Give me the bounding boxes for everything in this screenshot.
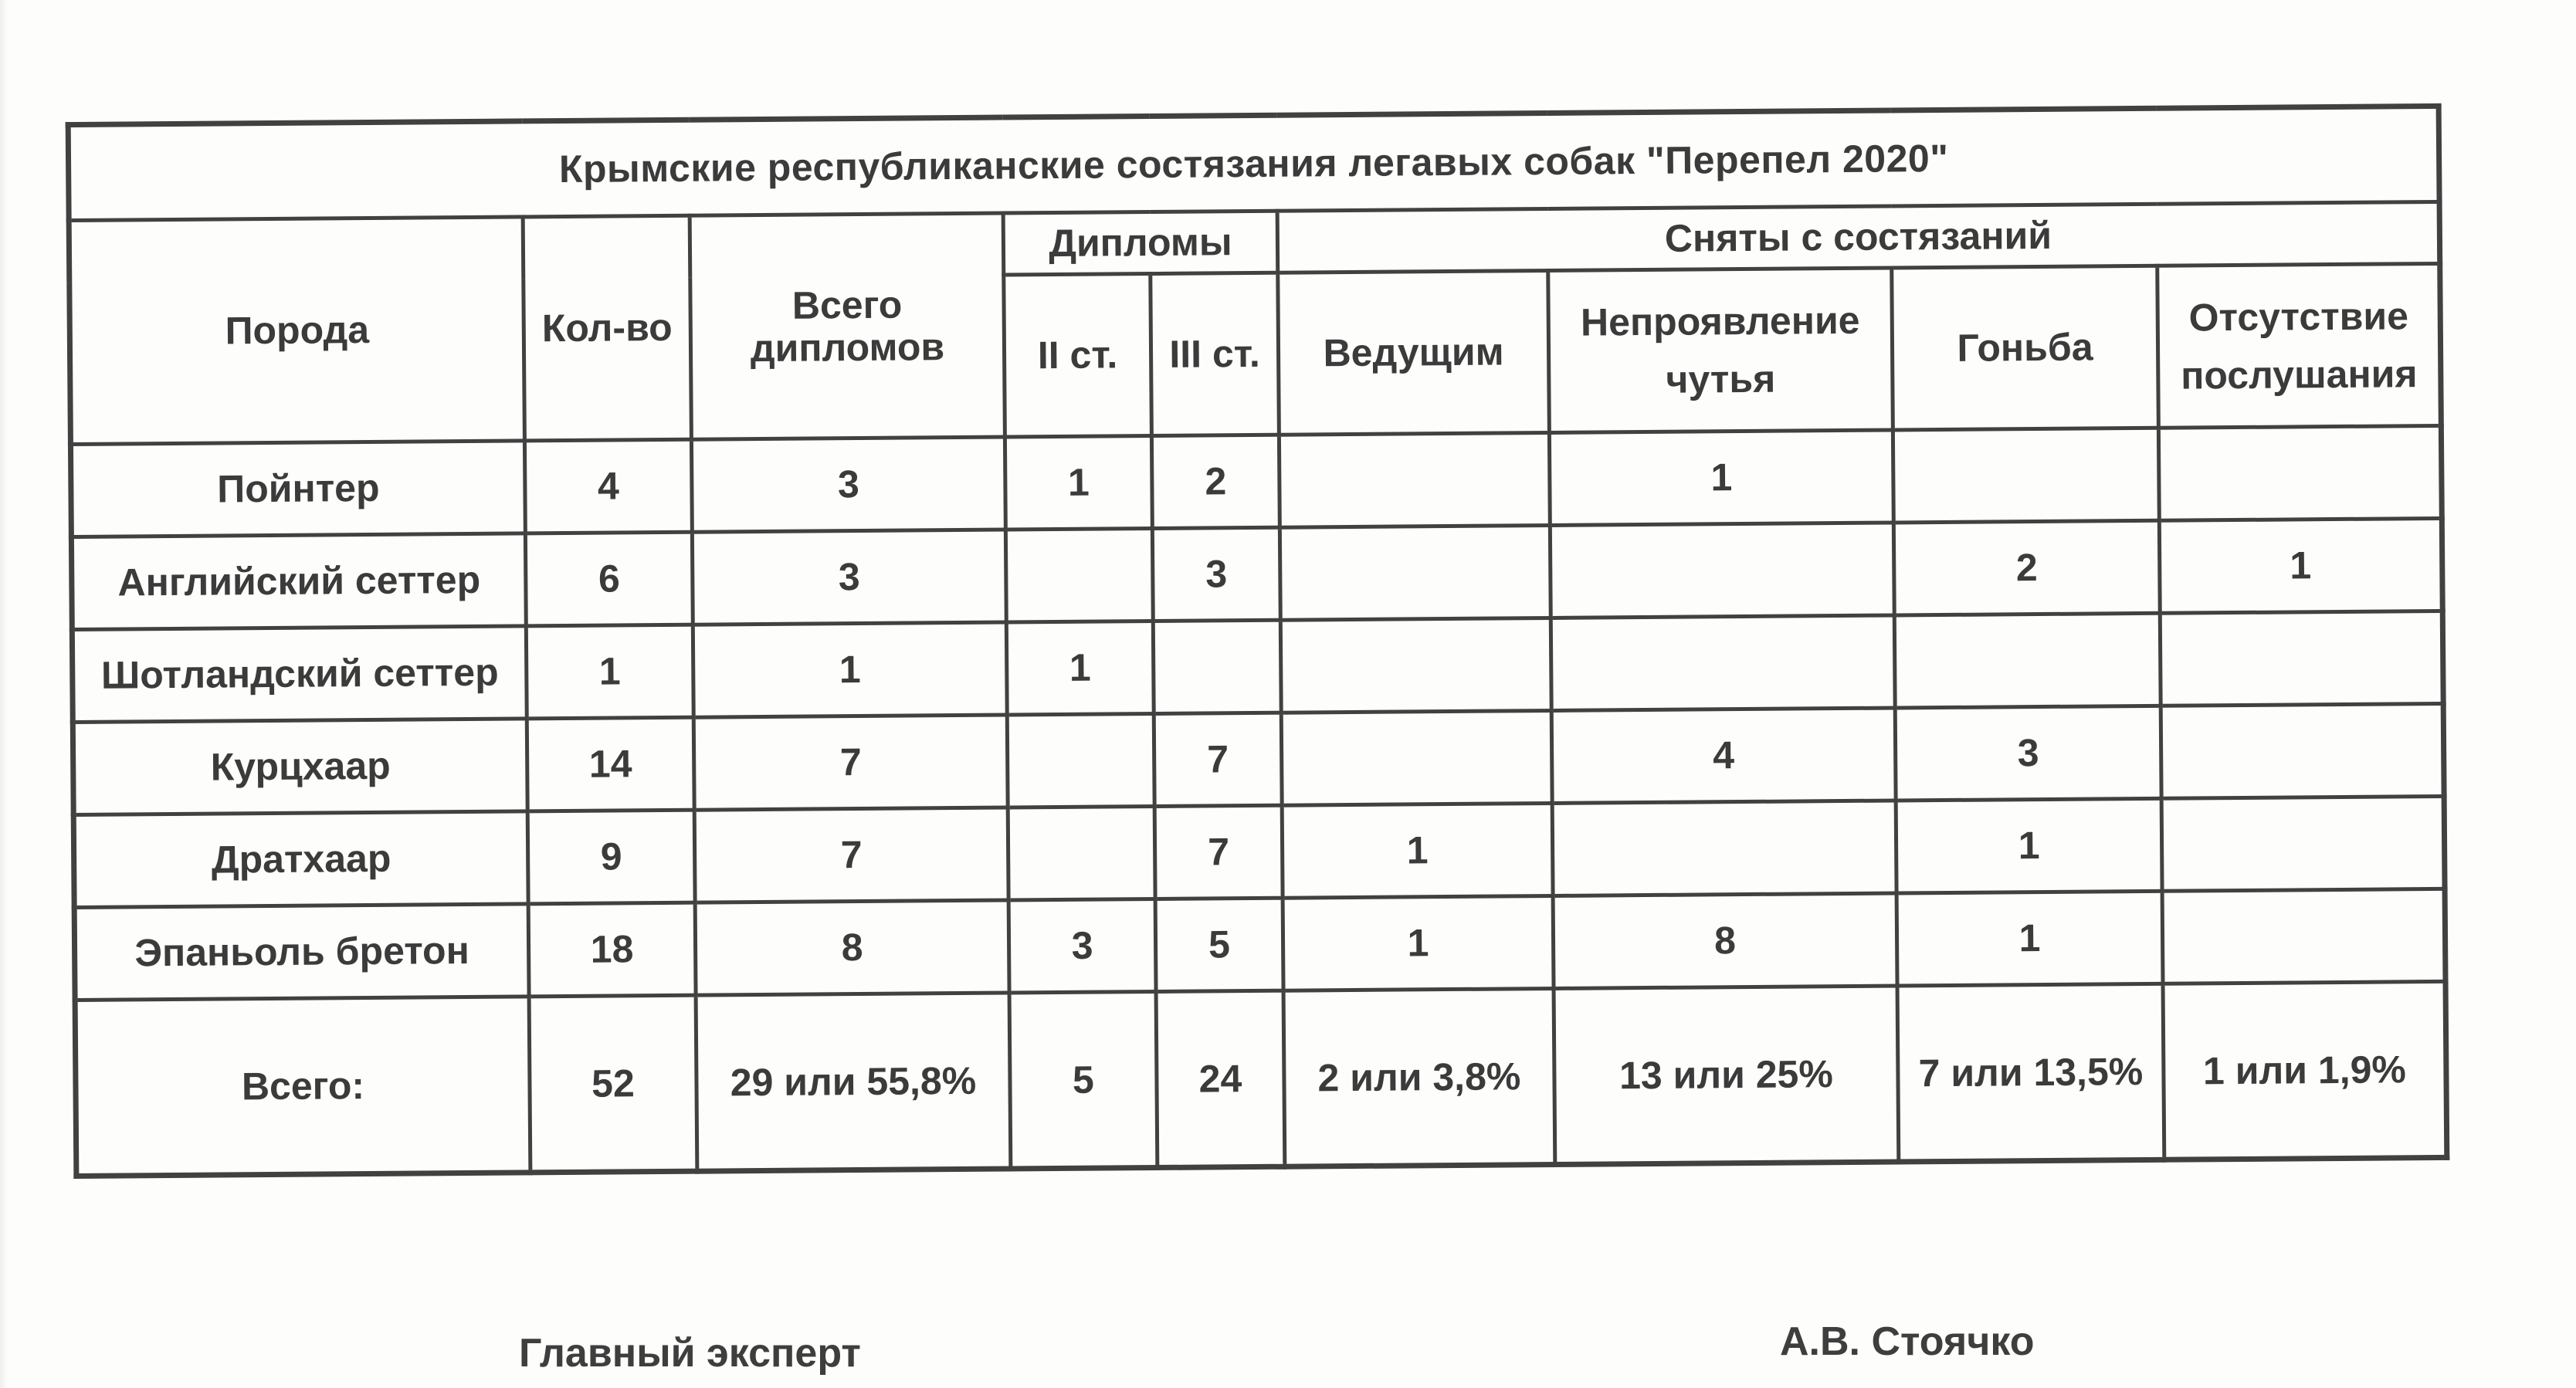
header-removed-no-scent: Непроявление чутья	[1548, 268, 1893, 432]
table-cell: 3	[1152, 527, 1280, 621]
table-cell: 3	[1008, 899, 1156, 993]
table-row	[73, 703, 2444, 814]
header-removed-by-handler: Ведущим	[1278, 271, 1550, 435]
breed-cell: Дратхаар	[73, 811, 528, 908]
total-cell: 29 или 55,8%	[696, 993, 1011, 1171]
table-cell: 6	[525, 532, 693, 626]
table-cell: 8	[1553, 893, 1897, 988]
total-cell: 2 или 3,8%	[1283, 988, 1555, 1166]
total-cell: 5	[1009, 992, 1158, 1169]
table-row	[71, 518, 2442, 629]
table-cell	[1893, 428, 2159, 523]
table-cell	[1552, 801, 1896, 895]
table-cell	[1279, 432, 1550, 527]
table-cell	[1153, 620, 1281, 713]
table-cell	[1280, 618, 1551, 713]
table-cell: 9	[527, 810, 695, 904]
table-cell	[1550, 523, 1894, 618]
table-cell: 1	[1283, 895, 1554, 990]
results-table-wrap	[66, 103, 2445, 1179]
breed-cell: Шотландский сеттер	[72, 626, 527, 723]
table-cell: 4	[1551, 708, 1896, 803]
header-removed-group: Сняты с состязаний	[1277, 201, 2440, 273]
header-breed: Порода	[69, 217, 524, 445]
table-cell: 1	[1006, 621, 1154, 715]
table-title: Крымские республиканские состязания легавых собак "Перепел 2020"	[68, 106, 2439, 220]
table-cell: 1	[1549, 430, 1893, 525]
table-cell	[2161, 703, 2444, 798]
table-cell: 3	[691, 437, 1005, 532]
total-cell: 24	[1156, 990, 1285, 1167]
table-row	[74, 889, 2446, 1000]
total-cell: 52	[529, 995, 697, 1173]
total-cell: 7 или 13,5%	[1897, 983, 2164, 1162]
results-table	[66, 103, 2450, 1179]
table-cell: 2	[1893, 520, 2160, 615]
table-cell	[1005, 529, 1153, 622]
breed-cell: Английский сеттер	[71, 533, 526, 630]
table-cell	[1894, 613, 2161, 708]
table-row	[73, 796, 2445, 907]
header-diploma-2nd: II ст.	[1004, 274, 1152, 437]
table-cell	[1551, 615, 1895, 710]
table-cell: 7	[1154, 713, 1282, 806]
header-removed-no-obedience: Отсутствие послушания	[2157, 263, 2442, 428]
total-cell: 13 или 25%	[1554, 986, 1899, 1164]
table-cell: 5	[1155, 898, 1283, 991]
header-removed-chasing: Гоньба	[1892, 266, 2159, 430]
table-cell: 7	[694, 807, 1008, 902]
table-cell: 1	[1896, 891, 2163, 986]
table-cell: 1	[1896, 798, 2162, 893]
table-cell: 7	[1154, 805, 1283, 899]
table-cell	[1281, 710, 1552, 805]
table-cell: 1	[1282, 803, 1553, 898]
table-cell: 14	[527, 717, 694, 811]
total-cell: 1 или 1,9%	[2163, 981, 2447, 1159]
table-cell	[1280, 525, 1551, 620]
table-cell: 2	[1151, 435, 1280, 528]
total-row	[75, 981, 2447, 1176]
table-cell	[2158, 425, 2442, 520]
table-cell	[2162, 889, 2446, 983]
total-label-cell: Всего:	[75, 997, 530, 1176]
table-cell: 1	[2159, 518, 2442, 613]
breed-cell: Курцхаар	[73, 719, 527, 815]
signature-role-label: Главный эксперт	[519, 1331, 861, 1376]
table-row	[72, 611, 2443, 722]
header-diploma-3rd: III ст.	[1151, 273, 1280, 435]
table-cell: 4	[524, 439, 692, 533]
header-total-diplomas	[690, 213, 1005, 439]
title-row	[68, 106, 2439, 220]
table-cell	[2160, 611, 2443, 706]
table-cell: 3	[692, 530, 1006, 625]
header-total-diplomas-label: Всего дипломов	[750, 283, 945, 370]
signature-name: А.В. Стоячко	[1780, 1319, 2035, 1364]
table-cell	[1008, 807, 1155, 900]
header-count: Кол-во	[523, 215, 691, 441]
breed-cell: Пойнтер	[70, 441, 525, 537]
table-cell: 1	[1005, 436, 1152, 530]
table-cell: 1	[526, 625, 693, 719]
table-row	[70, 425, 2442, 537]
table-cell: 3	[1895, 706, 2161, 801]
table-cell: 8	[695, 900, 1009, 995]
table-cell: 7	[693, 715, 1008, 810]
table-cell	[2161, 796, 2445, 891]
header-diplomas-group: Дипломы	[1003, 211, 1278, 275]
table-cell: 1	[693, 622, 1007, 717]
breed-cell: Эпаньоль бретон	[74, 904, 529, 1000]
table-cell	[1007, 714, 1154, 807]
table-cell: 18	[528, 902, 696, 997]
